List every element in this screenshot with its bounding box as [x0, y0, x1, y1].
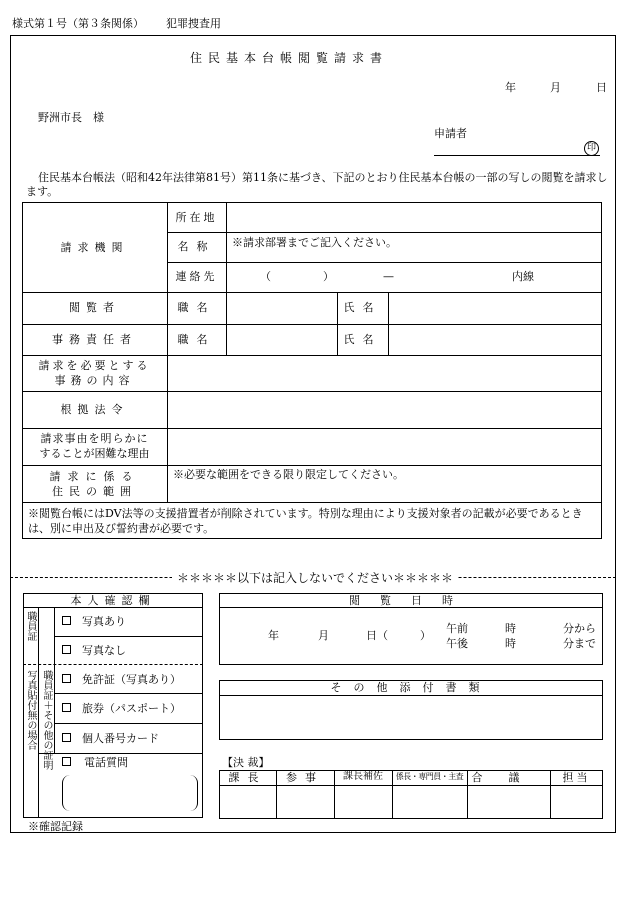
approval-col-5: 担当 — [562, 771, 591, 784]
photo-no-checkbox[interactable] — [62, 645, 71, 654]
approval-stamp-0[interactable] — [220, 786, 276, 818]
location-label: 所在地 — [175, 211, 218, 224]
viewing-month: 月 — [318, 629, 329, 642]
approval-col-2: 課長補佐 — [343, 771, 383, 782]
difficulty-label-1: 請求事由を明らかに — [40, 432, 149, 445]
identity-title: 本人確認欄 — [70, 594, 156, 607]
approval-stamp-5[interactable] — [551, 786, 602, 818]
license-label: 免許証（写真あり） — [82, 673, 181, 686]
phone-label: 電話質問 — [84, 756, 128, 769]
date-month: 月 — [550, 81, 561, 94]
phone-checkbox[interactable] — [62, 757, 71, 766]
viewing-hour-1: 時 — [505, 622, 516, 635]
approval-title: 【決 裁】 — [222, 756, 270, 769]
contact-paren-open: （ — [260, 270, 271, 283]
passport-label: 旅券（パスポート） — [82, 702, 181, 715]
approval-stamp-3[interactable] — [393, 786, 467, 818]
business-label-2: 事務の内容 — [54, 374, 135, 387]
passport-checkbox[interactable] — [62, 703, 71, 712]
viewer-job-label: 職名 — [177, 301, 216, 314]
difficulty-label-2: することが困難な理由 — [39, 447, 150, 460]
applicant-signature-line[interactable] — [434, 155, 600, 156]
responsible-name-label: 氏名 — [343, 333, 382, 346]
date-year: 年 — [505, 81, 516, 94]
form-purpose: 犯罪捜査用 — [166, 17, 221, 30]
staff-id-other-label: 職員証＋その他の証明 — [41, 670, 52, 770]
name-label: 名称 — [177, 240, 216, 253]
date-day: 日 — [596, 81, 607, 94]
viewer-label: 閲覧者 — [69, 301, 120, 314]
contact-extension: 内線 — [512, 270, 534, 283]
contact-field[interactable] — [227, 263, 601, 292]
mynumber-label: 個人番号カード — [82, 732, 159, 745]
photo-no-label: 写真なし — [82, 644, 126, 657]
attachments-title: その他添付書類 — [330, 681, 492, 694]
viewing-paren: ） — [420, 629, 431, 642]
name-note: ※請求部署までご記入ください。 — [232, 236, 397, 249]
phone-notes-field[interactable] — [62, 775, 198, 811]
viewer-name-field[interactable] — [389, 293, 601, 324]
viewing-to: 分まで — [563, 637, 596, 650]
mynumber-checkbox[interactable] — [62, 733, 71, 742]
viewing-hour-2: 時 — [505, 637, 516, 650]
responsible-name-field[interactable] — [389, 325, 601, 355]
business-label-1: 請求を必要とする — [38, 359, 151, 372]
form-number: 様式第１号（第３条関係） — [12, 17, 144, 30]
intro-text: 住民基本台帳法（昭和42年法律第81号）第11条に基づき、下記のとおり住民基本台帳の一部の写しの閲覧を請求します。 — [26, 171, 608, 198]
difficulty-field[interactable] — [168, 429, 601, 465]
addressee: 野洲市長 様 — [38, 111, 104, 124]
contact-paren-close: ） — [323, 270, 334, 283]
photo-yes-checkbox[interactable] — [62, 616, 71, 625]
responsible-job-field[interactable] — [227, 325, 337, 355]
approval-col-3: 係長・専門員・主査 — [395, 772, 464, 781]
viewer-name-label: 氏名 — [343, 301, 382, 314]
contact-label: 連絡先 — [175, 270, 218, 283]
approval-col-4: 合議 — [471, 771, 546, 784]
seal-mark: 印 — [584, 141, 599, 156]
approval-col-1: 参事 — [286, 771, 324, 784]
viewing-year: 年 — [268, 629, 279, 642]
viewing-am: 午前 — [446, 622, 468, 635]
approval-stamp-1[interactable] — [277, 786, 334, 818]
applicant-label: 申請者 — [434, 127, 467, 140]
dv-note: ※閲覧台帳にはDV法等の支援措置者が削除されています。特別な理由により支援対象者の記載が必要であるときは、別に申出及び誓約書が必要です。 — [28, 507, 583, 535]
scope-field[interactable] — [168, 466, 601, 502]
law-field[interactable] — [168, 392, 601, 428]
viewing-day: 日（ — [366, 629, 388, 642]
attachments-field[interactable] — [220, 696, 602, 739]
separator-text: ＊＊＊＊＊以下は記入しないでください＊＊＊＊＊ — [172, 572, 458, 584]
location-field[interactable] — [227, 203, 601, 232]
responsible-job-label: 職名 — [177, 333, 216, 346]
approval-stamp-2[interactable] — [335, 786, 392, 818]
approval-col-0: 課長 — [228, 771, 267, 784]
law-label: 根拠法令 — [60, 403, 129, 416]
requesting-org-label: 請求機関 — [60, 241, 129, 254]
photo-yes-label: 写真あり — [82, 615, 126, 628]
record-label: ※確認記録 — [28, 820, 83, 833]
viewing-pm: 午後 — [446, 637, 468, 650]
staff-id-label: 職員証 — [25, 611, 36, 641]
viewing-title: 閲覧日時 — [349, 594, 473, 607]
viewer-job-field[interactable] — [227, 293, 337, 324]
license-checkbox[interactable] — [62, 674, 71, 683]
business-field[interactable] — [168, 356, 601, 391]
no-photo-label: 写真貼付無の場合 — [25, 670, 36, 750]
scope-note: ※必要な範囲をできる限り限定してください。 — [173, 468, 404, 481]
document-title: 住民基本台帳閲覧請求書 — [190, 51, 389, 65]
scope-label-1: 請求に係る — [49, 470, 140, 483]
contact-dash: — — [383, 270, 394, 283]
responsible-label: 事務責任者 — [52, 333, 137, 346]
approval-stamp-4[interactable] — [468, 786, 550, 818]
scope-label-2: 住民の範囲 — [52, 485, 137, 498]
viewing-from: 分から — [563, 622, 596, 635]
